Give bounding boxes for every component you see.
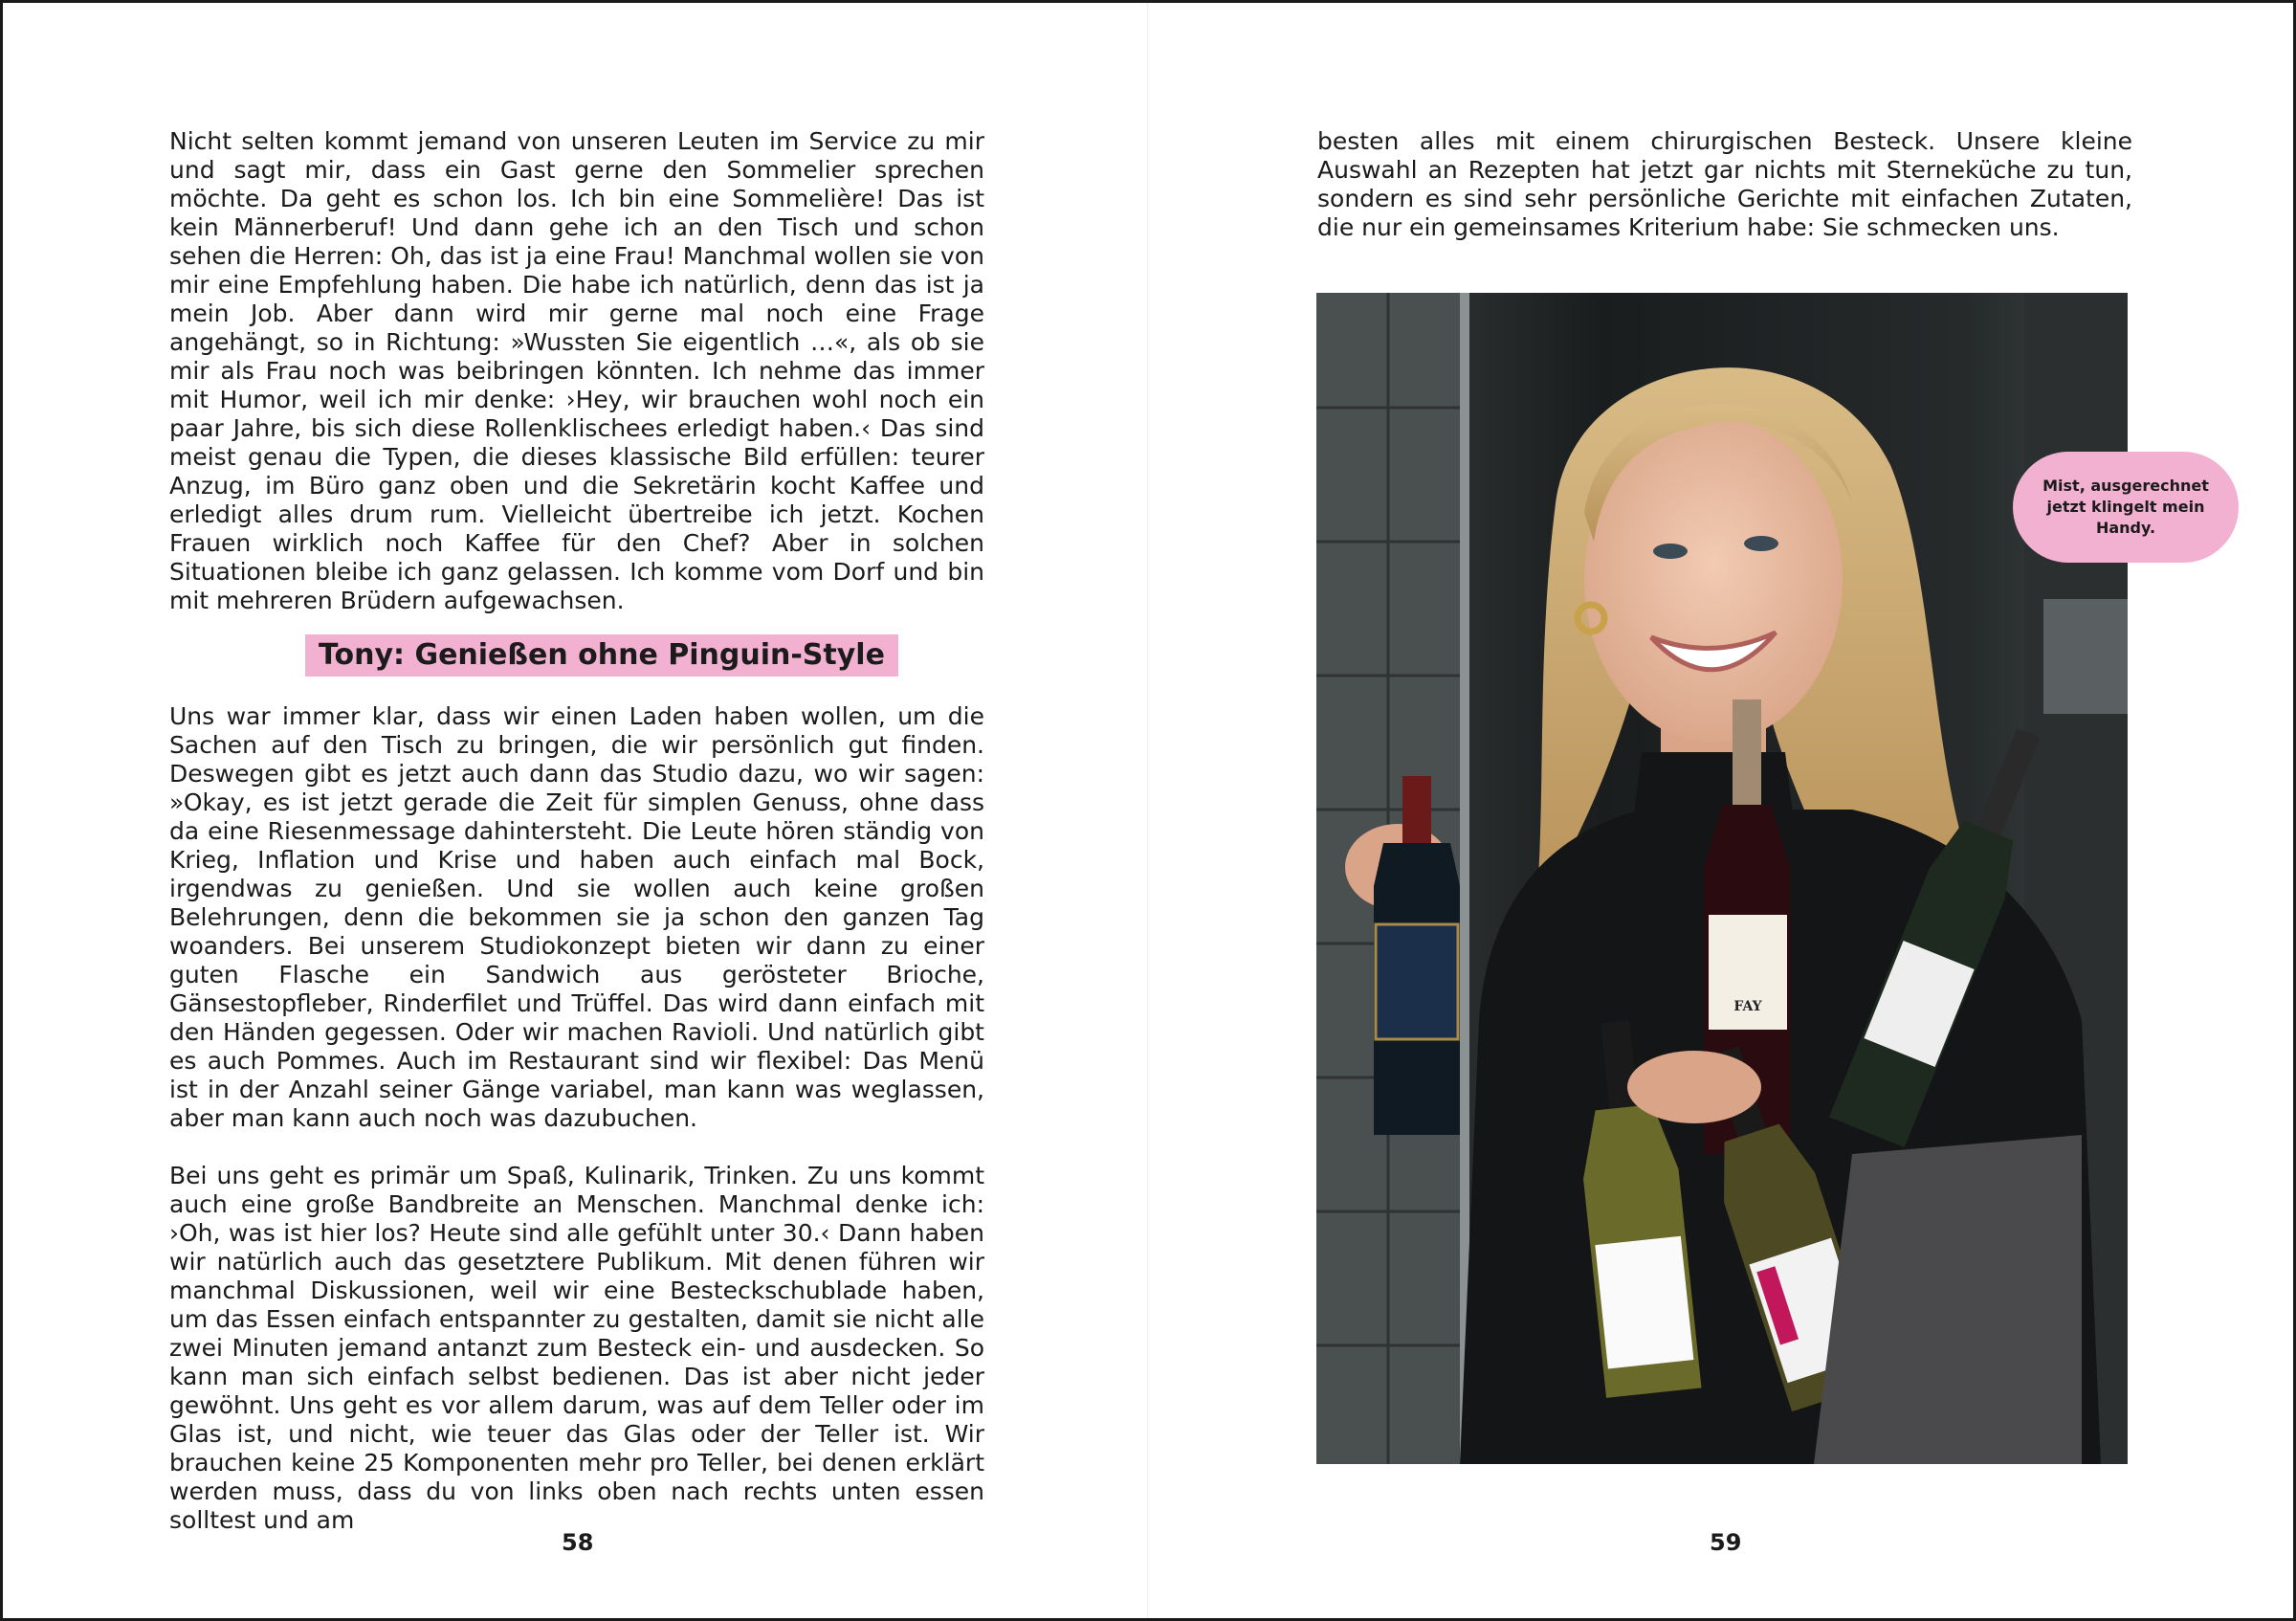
speech-bubble: [2013, 452, 2239, 563]
page-gutter: [1147, 3, 1149, 1618]
body-paragraph-2: Bei uns geht es primär um Spaß, Kulinarik, Trinken. Zu uns kommt auch eine große Bandbreite an Menschen. Manchmal denke ich: ›Oh, was ist hier los? Heute sind alle gefühlt unter 30.‹ Dann haben wir natürlich auch das gesetztere Publikum. Mit denen führen wir manchmal Diskussionen, weil wir eine Besteckschublade haben, um das Essen einfach entspannter zu gestalten, damit sie nicht alle zwei Minuten jemand antanzt zum Besteck ein- und ausdecken. So kann man sich einfach selbst bedienen. Das ist aber nicht jeder gewöhnt. Uns geht es vor allem darum, was auf dem Teller oder im Glas ist, und nicht, wie teuer das Glas oder der Teller ist. Wir brauchen keine 25 Komponenten mehr pro Teller, bei denen erklärt werden muss, dass du von links oben nach rechts unten essen solltest und am: [169, 1162, 984, 1534]
right-paragraph: besten alles mit einem chirurgischen Besteck. Unsere kleine Auswahl an Rezepten hat jetzt gar nichts mit Sterneküche zu tun, sondern es sind sehr persönliche Gerichte mit einfachen Zutaten, die nur ein gemeinsames Kriterium habe: Sie schmecken uns.: [1317, 127, 2132, 241]
section-heading: Tony: Genießen ohne Pinguin-Style: [305, 634, 898, 677]
right-page-text: [1317, 127, 2132, 242]
speech-bubble-text: Mist, ausgerechnet jetzt klingelt mein Handy.: [2042, 477, 2209, 537]
portrait-photo: [1316, 293, 2128, 1464]
body-paragraph-1: Uns war immer klar, dass wir einen Laden haben wollen, um die Sachen auf den Tisch zu bringen, die wir persönlich gut finden. Deswegen gibt es jetzt auch dann das Studio dazu, wo wir sagen: »Okay, es ist jetzt gerade die Zeit für simplen Genuss, ohne dass da eine Riesenmessage dahintersteht. Die Leute hören ständig von Krieg, Inflation und Krise und haben auch einfach mal Bock, irgendwas zu genießen. Und sie wollen auch keine großen Belehrungen, denn die bekommen sie ja schon den ganzen Tag woanders. Bei unserem Studiokonzept bieten wir dann zu einer guten Flasche ein Sandwich aus gerösteter Brioche, Gänsestopfleber, Rinderfilet und Trüffel. Das wird dann einfach mit den Händen gegessen. Oder wir machen Ravioli. Und natürlich gibt es auch Pommes. Auch im Restaurant sind wir flexibel: Das Menü ist in der Anzahl seiner Gänge variabel, man kann was weglassen, aber man kann auch noch was dazubuchen.: [169, 702, 984, 1132]
photo-illustration: [1316, 293, 2128, 1464]
left-page-body: [169, 702, 984, 1535]
page-number-left: 58: [562, 1529, 594, 1556]
left-page-intro: [169, 127, 984, 615]
bottle-label-text: FAY: [1733, 999, 1762, 1014]
section-heading-wrap: [305, 634, 898, 677]
page-number-right: 59: [1710, 1529, 1742, 1556]
intro-paragraph: Nicht selten kommt jemand von unseren Leuten im Service zu mir und sagt mir, dass ein Gast gerne den Sommelier sprechen möchte. Da geht es schon los. Ich bin eine Sommelière! Das ist kein Männerberuf! Und dann gehe ich an den Tisch und schon sehen die Herren: Oh, das ist ja eine Frau! Manchmal wollen sie von mir eine Empfehlung haben. Die habe ich natürlich, denn das ist ja mein Job. Aber dann wird mir gerne mal noch eine Frage angehängt, so in Richtung: »Wussten Sie eigentlich …«, als ob sie mir als Frau noch was beibringen könnten. Ich nehme das immer mit Humor, weil ich mir denke: ›Hey, wir brauchen wohl noch ein paar Jahre, bis sich diese Rollenklischees erledigt haben.‹ Das sind meist genau die Typen, die dieses klassische Bild erfüllen: teurer Anzug, im Büro ganz oben und die Sekretärin kocht Kaffee und erledigt alles drum rum. Vielleicht übertreibe ich jetzt. Kochen Frauen wirklich noch Kaffee für den Chef? Aber in solchen Situationen bleibe ich ganz gelassen. Ich komme vom Dorf und bin mit mehreren Brüdern aufgewachsen.: [169, 127, 984, 614]
